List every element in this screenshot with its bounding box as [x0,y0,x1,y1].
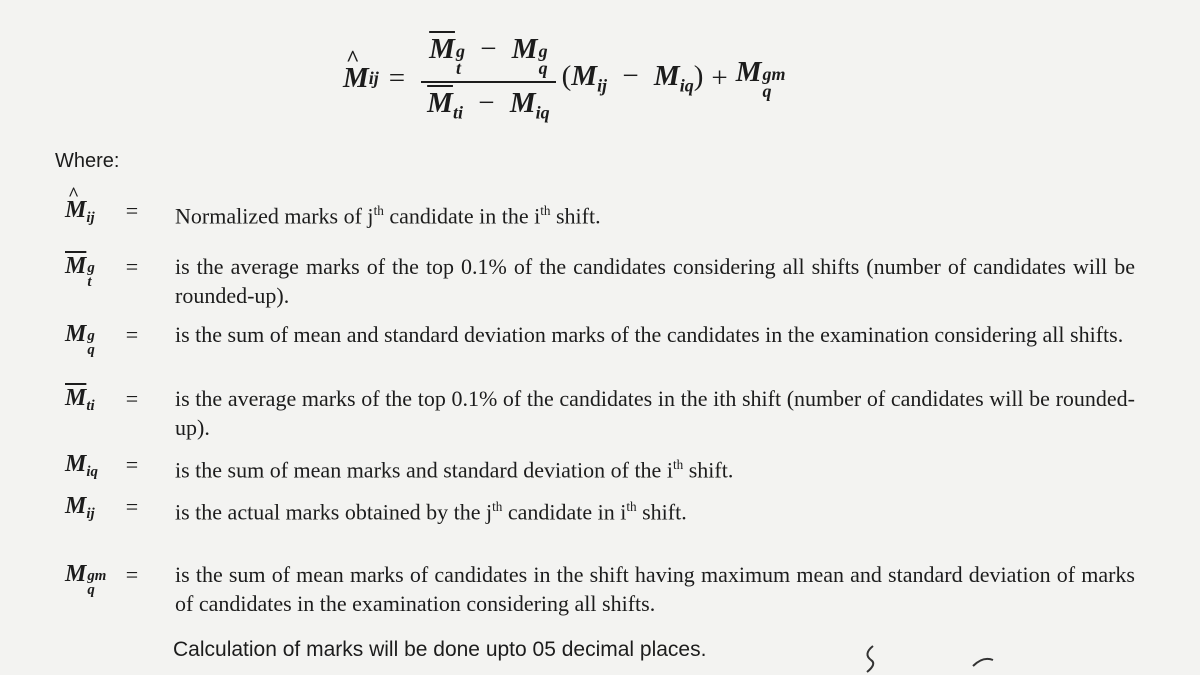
fraction-denominator: $\overline{M}_{ti} - M_{iq}$ [421,81,555,123]
definition-symbol: $M_{iq}$ [65,451,98,481]
formula-fraction [421,33,555,124]
formula-lhs: ^ M [343,62,369,95]
fraction-numerator: $\overline{M}$ g t − M g q [429,32,548,78]
definition-symbol: $\overline{M}$ g t [65,253,95,291]
definition-text: Normalized marks of $j^{th}$ candidate in the $i^{th}$ shift. [175,203,601,229]
definition-equals: = [125,562,139,587]
definition-text: is the actual marks obtained by the $j^{th}$ candidate in $i^{th}$ shift. [175,499,687,525]
definition-symbol: ^ $M_{ij}$ [65,196,95,233]
normalization-formula: ^ M ij = $\overline{M}$ g t − M g q $\overline{M}_{ti} - M_{iq}$ $(M_{ij} - M_{iq})$ + M gm q [343,28,786,128]
definition-equals: = [125,198,139,223]
definition-symbol: $M_{ij}$ [65,493,95,523]
definition-text: is the average marks of the top 0.1% of the candidates in the ith shift (number of candidates will be rounded-up). [175,386,1135,440]
definition-equals: = [125,386,139,411]
definition-equals: = [125,322,139,347]
formula-equals: = [388,61,406,94]
definition-equals: = [125,452,139,477]
definition-text: is the sum of mean marks of candidates in the shift having maximum mean and standard deviation of marks of candidates in the examination considering all shifts. [175,562,1135,616]
formula-tail-term: M gm q [735,55,786,102]
definition-symbol: $\overline{M}_{ti}$ [65,385,95,415]
handwritten-mark [855,640,1015,675]
definition-text: is the sum of mean and standard deviation marks of the candidates in the examination considering all shifts. [175,322,1124,347]
formula-parenthesis-term: $(M_{ij} - M_{iq})$ [561,59,704,96]
definition-text: is the sum of mean marks and standard deviation of the $i^{th}$ shift. [175,457,734,483]
definition-text: is the average marks of the top 0.1% of the candidates considering all shifts (number of candidates will be rounded-up). [175,254,1135,308]
definition-symbol: M gm q [65,561,107,599]
footer-note: Calculation of marks will be done upto 05 decimal places. [173,638,707,661]
definition-symbol: M g q [65,321,95,359]
where-label: Where: [55,150,120,172]
formula-lhs-sub: ij [368,67,379,88]
definition-equals: = [125,254,139,279]
definition-equals: = [125,494,139,519]
